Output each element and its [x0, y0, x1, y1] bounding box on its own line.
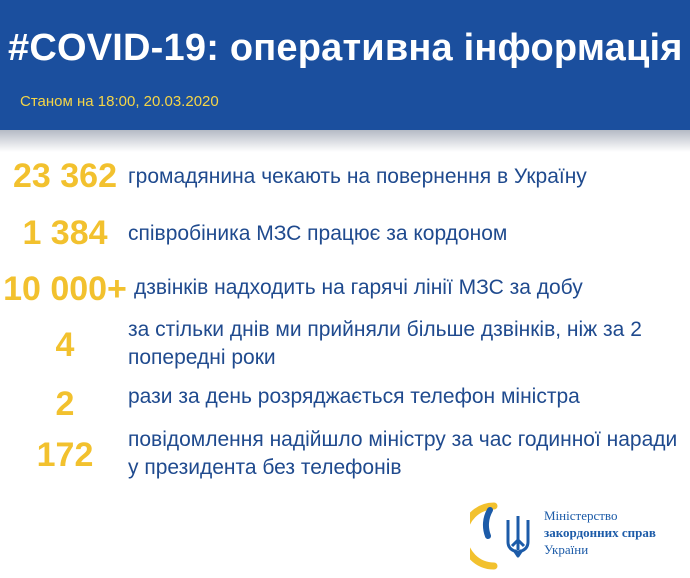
stat-text: дзвінків надходить на гарячі лінії МЗС за добу	[134, 276, 583, 299]
header-banner	[0, 0, 690, 130]
logo-line: України	[544, 542, 589, 557]
page-title: #COVID-19: оперативна інформація	[8, 27, 683, 69]
stat-text: громадянина чекають на повернення в Україну	[128, 165, 587, 188]
stat-text: співробіника МЗС працює за кордоном	[128, 222, 508, 245]
ministry-logo-text	[544, 507, 656, 558]
date-stamp: Станом на 18:00, 20.03.2020	[20, 93, 219, 110]
stat-text: рази за день розряджається телефон міністра	[128, 385, 580, 408]
trident-emblem-icon	[470, 500, 542, 572]
stat-number: 2	[55, 385, 75, 423]
logo-line: Міністерство	[544, 508, 618, 523]
stat-text: повідомлення надійшло міністру за час годинної наради у президента без телефонів	[128, 428, 678, 479]
stat-number: 4	[55, 326, 75, 364]
logo-line: закордонних справ	[544, 525, 656, 540]
stat-number: 172	[36, 436, 94, 474]
stat-text: за стільки днів ми прийняли більше дзвінків, ніж за 2 попередні роки	[128, 318, 642, 369]
stat-number: 10 000+	[3, 270, 127, 308]
stat-number: 1 384	[22, 214, 108, 252]
stat-number: 23 362	[13, 157, 117, 195]
